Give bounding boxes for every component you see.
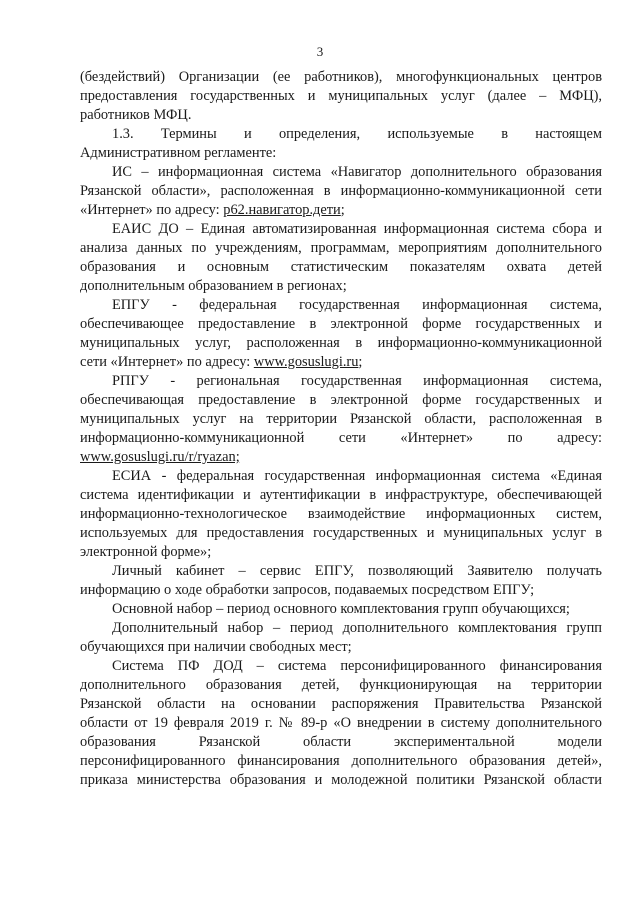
text-line: электронной форме»; xyxy=(80,544,212,560)
text-line: Рязанской области», расположенная в информационно-коммуникационной сети xyxy=(80,183,602,199)
text-line: используемых для предоставления государственных и муниципальных услуг в xyxy=(80,525,602,541)
definition-esia-line: ЕСИА - федеральная государственная информационная система «Единая xyxy=(112,468,602,484)
text-line: информацию о ходе обработки запросов, подаваемых посредством ЕПГУ; xyxy=(80,582,535,598)
text-line: предоставления государственных и муниципальных услуг (далее – МФЦ), xyxy=(80,88,602,104)
text-line: дополнительного образования детей, функционирующая на территории xyxy=(80,677,602,693)
definition-is-line: ИС – информационная система «Навигатор дополнительного образования xyxy=(112,164,602,180)
text-line: приказа министерства образования и молодежной политики Рязанской области xyxy=(80,772,602,788)
definition-cabinet-line: Личный кабинет – сервис ЕПГУ, позволяющий Заявителю получать xyxy=(112,563,602,579)
text-line: персонифицированного финансирования дополнительного образования детей», xyxy=(80,753,602,769)
section-heading-line: 1.3. Термины и определения, используемые в настоящем xyxy=(112,126,602,142)
text-line: дополнительным образованием в регионах; xyxy=(80,278,347,294)
page-number: 3 xyxy=(316,44,324,59)
text-line: образования и основным статистическим показателям охвата детей xyxy=(80,259,602,275)
text-line: информационно-коммуникационной сети «Интернет» по адресу: xyxy=(80,430,602,446)
text-line: Административном регламенте: xyxy=(80,145,277,161)
text-line: (бездействий) Организации (ее работников), многофункциональных центров xyxy=(80,69,602,85)
definition-main-set-line: Основной набор – период основного комплектования групп обучающихся; xyxy=(112,601,570,617)
definition-extra-set-line: Дополнительный набор – период дополнительного комплектования групп xyxy=(112,620,602,636)
definition-epgu-line: ЕПГУ - федеральная государственная информационная система, xyxy=(112,297,602,313)
text-line: работников МФЦ. xyxy=(80,107,192,123)
text-line: муниципальных услуг, расположенная в информационно-коммуникационной xyxy=(80,335,602,351)
url-link[interactable]: р62.навигатор.дети xyxy=(223,202,341,218)
text-line: обучающихся при наличии свободных мест; xyxy=(80,639,352,655)
text-line: образования Рязанской области экспериментальной модели xyxy=(80,734,602,750)
text-line: система идентификации и аутентификации в инфраструктуре, обеспечивающей xyxy=(80,487,602,503)
definition-pfdod-line: Система ПФ ДОД – система персонифицированного финансирования xyxy=(112,658,602,674)
text-line: обеспечивающая предоставление в электронной форме государственных и xyxy=(80,392,602,408)
definition-rpgu-line: РПГУ - региональная государственная информационная система, xyxy=(112,373,602,389)
text-line: муниципальных услуг на территории Рязанской области, расположенная в xyxy=(80,411,602,427)
text-line: анализа данных по учреждениям, программам, мероприятиям дополнительного xyxy=(80,240,602,256)
rpgu-link[interactable]: www.gosuslugi.ru/r/ryazan; xyxy=(80,449,240,465)
text-line: информационно-технологическое взаимодействие информационных систем, xyxy=(80,506,602,522)
text-line: Рязанской области на основании распоряжения Правительства Рязанской xyxy=(80,696,602,712)
url-link[interactable]: www.gosuslugi.ru xyxy=(253,354,359,370)
body-text xyxy=(80,68,602,790)
definition-eais-line: ЕАИС ДО – Единая автоматизированная информационная система сбора и xyxy=(112,221,602,237)
text-line: сети «Интернет» по адресу: www.gosuslugi.ru; xyxy=(80,354,363,370)
text-line: обеспечивающее предоставление в электронной форме государственных и xyxy=(80,316,602,332)
text-line: области от 19 февраля 2019 г. № 89-р «О внедрении в систему дополнительного xyxy=(80,715,602,731)
text-line: «Интернет» по адресу: р62.навигатор.дети; xyxy=(80,202,345,218)
